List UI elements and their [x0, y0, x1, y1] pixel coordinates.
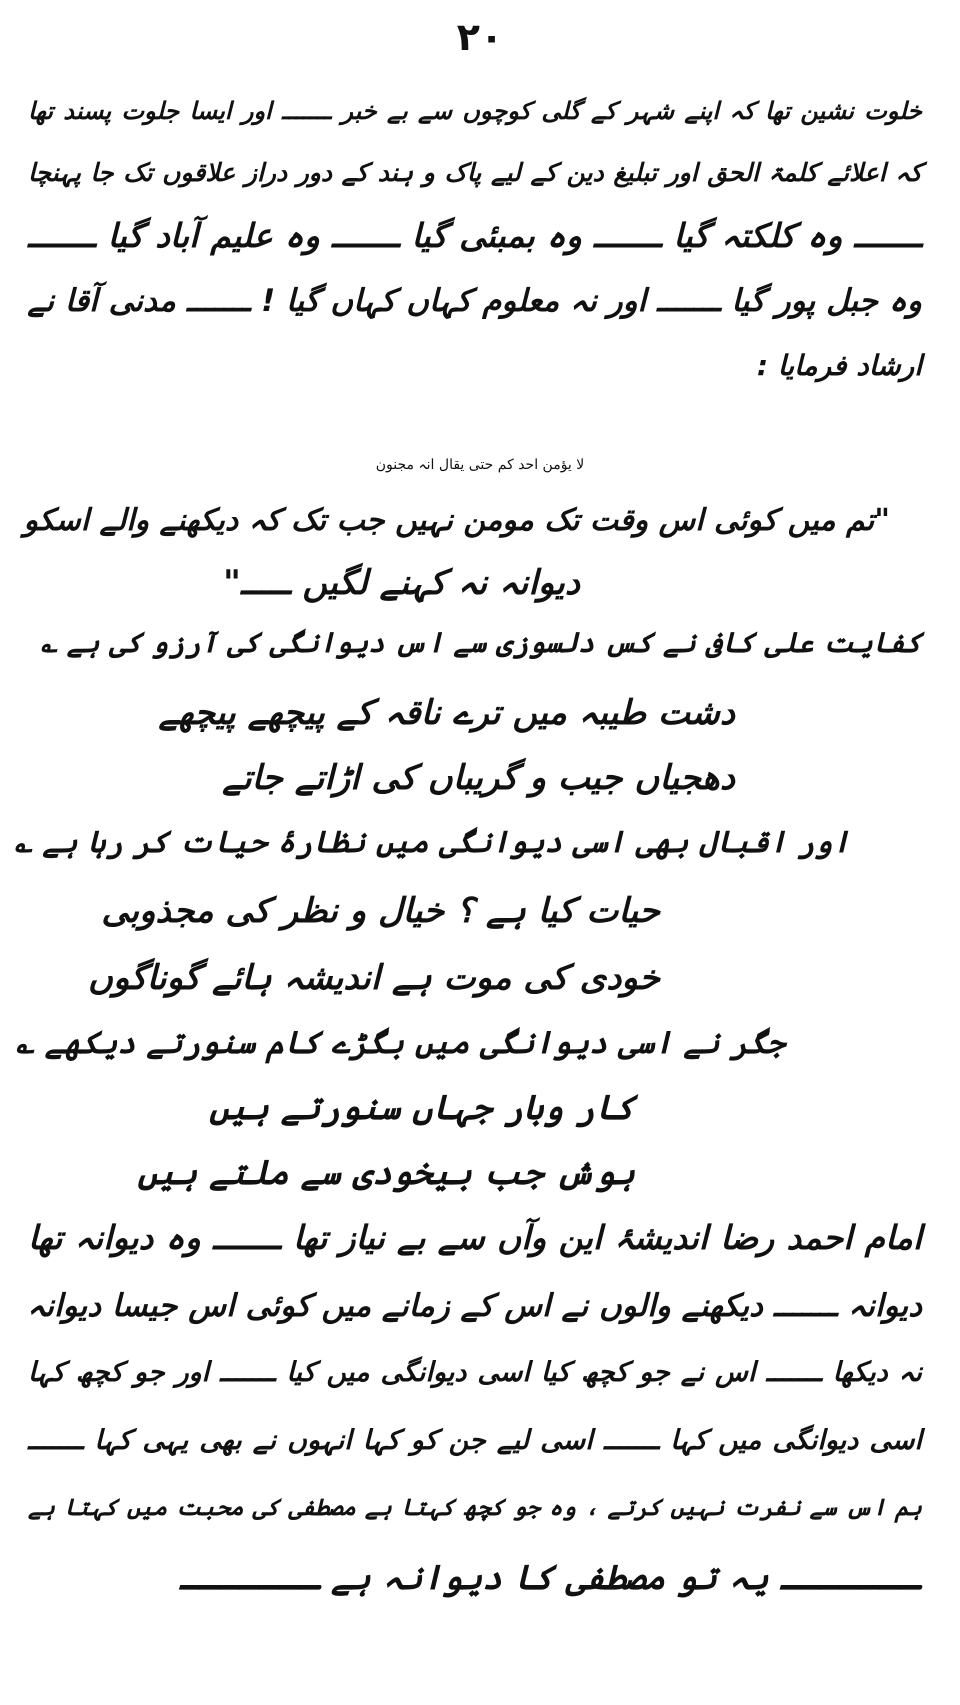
text-line-jigar: جگر نے اسی دیوانگی میں بگڑے کام سنورتے دیکھے ؎ [15, 1025, 785, 1061]
poem-1-verse-2: دھجیاں جیب و گریباں کی اڑاتے جاتے [222, 758, 735, 798]
poem-1-verse-1: دشت طیبہ میں ترے ناقہ کے پیچھے پیچھے [158, 693, 735, 733]
poem-3-verse-1: کار وبار جہاں سنورتے ہیں [209, 1088, 635, 1128]
text-line-4: وہ جبل پور گیا ـــــــ اور نہ معلوم کہاں کہاں گیا ! ـــــــ مدنی آقا نے [27, 283, 922, 319]
poem-2-verse-1: حیات کیا ہے ؟ خیال و نظر کی مجذوبی [101, 891, 660, 931]
hadith-translation-line-1: "تم میں کوئی اس وقت تک مومن نہیں جب تک کہ دیکھنے والے اسکو [23, 503, 890, 538]
text-line-3: ـــــــ وہ کلکتہ گیا ـــــــ وہ بمبئی گیا ـــــــ وہ علیم آباد گیا ـــــــ [28, 216, 922, 255]
poem-3-verse-2: ہوش جب بیخودی سے ملتے ہیں [137, 1153, 635, 1193]
poem-2-verse-2: خودی کی موت ہے اندیشہ ہائے گوناگوں [88, 958, 660, 998]
hadith-arabic-heading: لا یؤمن احد کم حتی یقال انہ مجنون [375, 457, 585, 473]
text-line-iqbal: اور اقبال بھی اسی دیوانگی میں نظارۂ حیات کر رہا ہے ؎ [14, 825, 850, 860]
text-line-2: کہ اعلائے کلمۃ الحق اور تبلیغ دین کے لیے پاک و ہند کے دور دراز علاقوں تک جا پہنچا [28, 158, 922, 187]
text-line-imam-4: اسی دیوانگی میں کہا ـــــــ اسی لیے جن کو کہا انہوں نے بھی یہی کہا ـــــــ [28, 1425, 922, 1456]
text-line-imam-1: امام احمد رضا اندیشۂ این وآں سے بے نیاز تھا ـــــــ وہ دیوانہ تھا [28, 1218, 922, 1257]
text-line-imam-2: دیوانہ ـــــــ دیکھنے والوں نے اس کے زمانے میں کوئی اس جیسا دیوانہ [27, 1288, 922, 1324]
text-line-kifayat: کفایت علی کافی نے کس دلسوزی سے اس دیوانگی کی آرزو کی ہے ؎ [40, 626, 922, 659]
text-line-imam-6: ـــــــ یہ تو مصطفی کا دیوانہ ہے ـــــــ [179, 1558, 920, 1598]
text-line-imam-5: ہم اس سے نفرت نہیں کرتے ، وہ جو کچھ کہتا ہے مصطفی کی محبت میں کہتا ہے [28, 1495, 922, 1521]
hadith-translation-line-2: دیوانہ نہ کہنے لگیں ـــــ" [223, 563, 580, 603]
text-line-1: خلوت نشین تھا کہ اپنے شہر کے گلی کوچوں سے بے خبر ـــــــ اور ایسا جلوت پسند تھا [28, 97, 922, 125]
page-number: ۲۰ [456, 15, 504, 59]
text-line-5: ارشاد فرمایا : [756, 349, 922, 382]
text-line-imam-3: نہ دیکھا ـــــــ اس نے جو کچھ کیا اسی دیوانگی میں کیا ـــــــ اور جو کچھ کہا [28, 1357, 922, 1388]
